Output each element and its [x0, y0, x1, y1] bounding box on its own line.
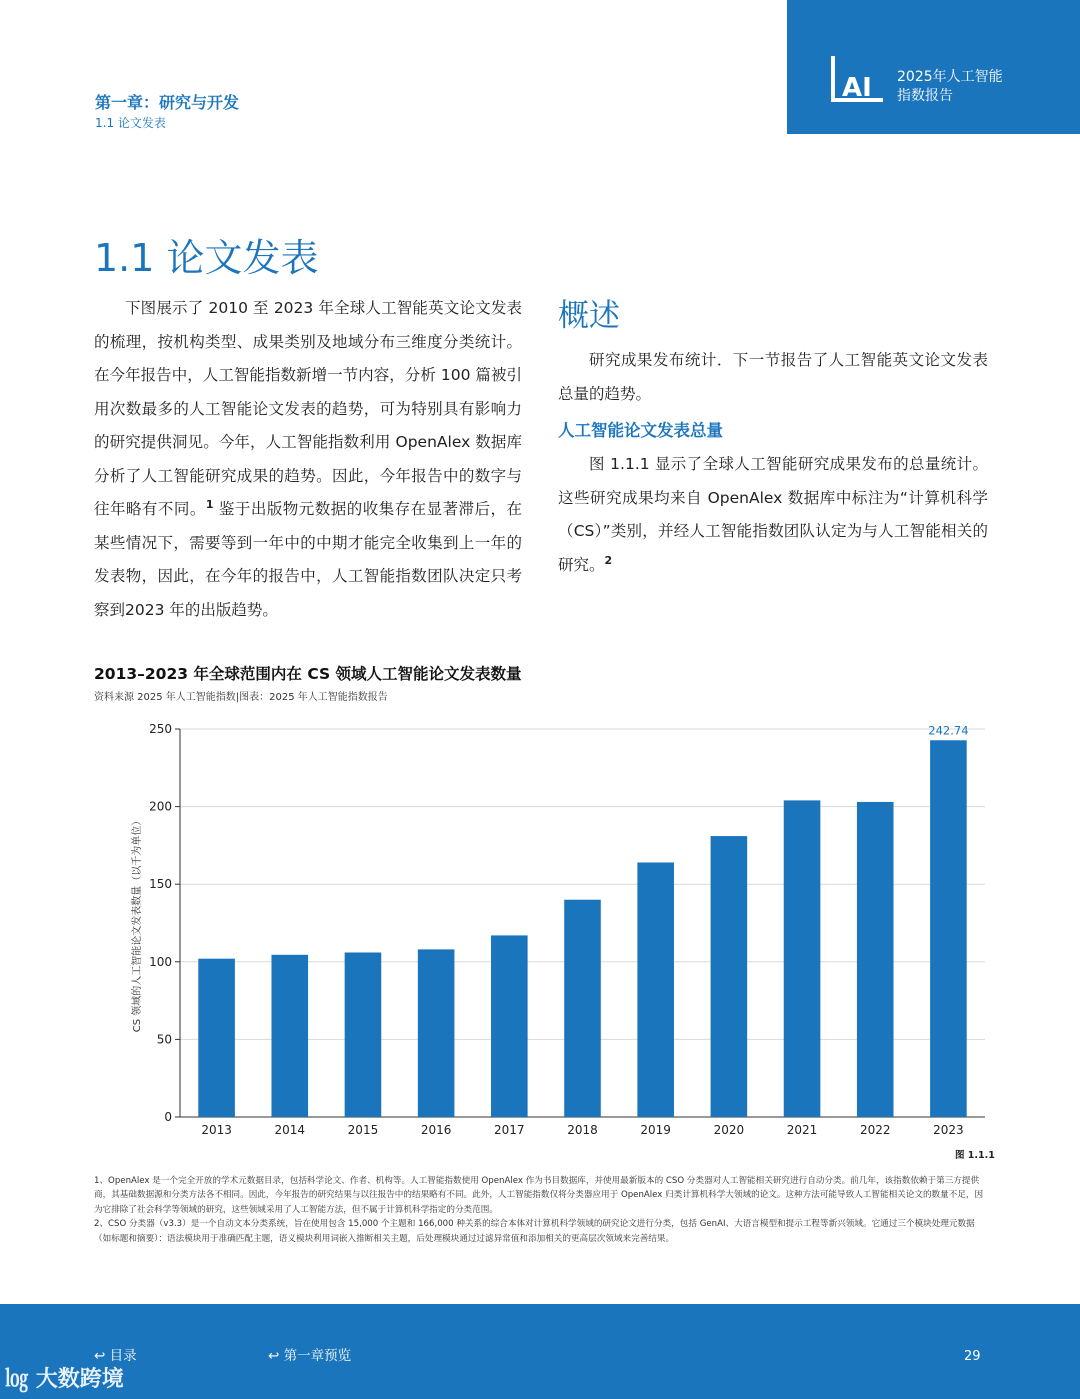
intro-text-b: 鉴于出版物元数据的收集存在显著滞后，在某些情况下，需要等到一年中的中期才能完全收集到上一年的发表物，因此，在今年的报告中，人工智能指数团队决定只考察到2023 年的出版趋势。 [94, 500, 522, 619]
bar-2023[interactable] [930, 740, 967, 1117]
footnotes [94, 1174, 986, 1246]
chapter-title: 第一章：研究与开发 [95, 93, 240, 112]
toc-link-label: 目录 [109, 1348, 137, 1364]
bar-chart [120, 712, 990, 1142]
bar-2021[interactable] [784, 800, 821, 1117]
chapter-preview-link[interactable] [268, 1344, 351, 1364]
y-tick-label: 250 [149, 722, 172, 736]
page-title: 1.1 论文发表 [94, 236, 319, 280]
chart-source: 资料来源 2025 年人工智能指数|图表：2025 年人工智能指数报告 [94, 692, 388, 703]
intro-paragraph [94, 292, 522, 627]
bar-2014[interactable] [271, 955, 308, 1117]
page-number: 29 [964, 1349, 981, 1364]
footnote-2: 2、CSO 分类器（v3.3）是一个自动文本分类系统，旨在使用包含 15,000 个主题和 166,000 种关系的综合本体对计算机科学领域的研究论文进行分类，包括 GenAI、大语言模型和提示工程等新兴领域。它通过三个模块处理元数据（如标题和摘要）：语法模块用于准确匹配主题，语义模块利用词嵌入推断相关主题，后处理模块通过过滤异常值和添加相关的更高层次领域来完善结果。 [94, 1219, 975, 1244]
x-tick-label: 2020 [713, 1123, 745, 1137]
x-tick-label: 2019 [640, 1123, 671, 1137]
section-subheading: 人工智能论文发表总量 [558, 421, 723, 440]
figure-label: 图 1.1.1 [955, 1150, 995, 1161]
return-arrow-icon: ↩ [94, 1348, 106, 1364]
subsection-paragraph [558, 448, 988, 582]
bar-2016[interactable] [418, 949, 455, 1117]
subsection-text: 图 1.1.1 显示了全球人工智能研究成果发布的总量统计。这些研究成果均来自 OpenAlex 数据库中标注为“计算机科学（CS）”类别，并经人工智能指数团队认定为与人工智能相关的研究。 [558, 455, 988, 574]
watermark-text: 大数跨境 [35, 1367, 124, 1392]
watermark-logo-icon: ㏒ [6, 1367, 29, 1392]
overview-heading: 概述 [558, 298, 620, 334]
x-tick-label: 2014 [274, 1123, 306, 1137]
footnote-1: 1、OpenAlex 是一个完全开放的学术元数据目录，包括科学论文、作者、机构等。人工智能指数使用 OpenAlex 作为书目数据库，并使用最新版本的 CSO 分类器对人工智能相关研究进行自动分类。前几年，该指数依赖于第三方提供商，其基础数据源和分类方法各不相同。因此，今年报告的研究结果与以往报告中的结果略有不同。此外，人工智能指数仅将分类器应用于 OpenAlex 归类计算机科学大领域的论文。这种方法可能导致人工智能相关论文的数量不足，因为它排除了社会科学等领域的研究，这些领域采用了人工智能方法，但不属于计算机科学指定的分类范围。 [94, 1176, 984, 1215]
logo-text: AI [842, 73, 872, 103]
bar-2013[interactable] [198, 959, 235, 1117]
y-tick-label: 150 [149, 877, 172, 892]
watermark [6, 1362, 124, 1393]
y-tick-label: 50 [156, 1032, 172, 1047]
bar-2022[interactable] [857, 802, 894, 1117]
x-tick-label: 2013 [201, 1123, 232, 1137]
ai-index-logo [830, 54, 886, 104]
bar-2017[interactable] [491, 935, 528, 1117]
chart-title: 2013–2023 年全球范围内在 CS 领域人工智能论文发表数量 [94, 665, 522, 683]
bar-2018[interactable] [564, 900, 601, 1117]
bar-2020[interactable] [711, 836, 748, 1117]
footnote-ref-1[interactable]: 1 [205, 497, 214, 511]
chapter-section: 1.1 论文发表 [95, 116, 166, 130]
overview-column [558, 294, 988, 582]
y-tick-label: 200 [149, 799, 172, 814]
footer-bar [0, 1304, 1080, 1399]
x-tick-label: 2023 [933, 1123, 964, 1137]
chapter-preview-label: 第一章预览 [283, 1348, 352, 1364]
report-name-line1: 2025年人工智能 [897, 69, 1003, 85]
intro-text-a: 下图展示了 2010 至 2023 年全球人工智能英文论文发表的梳理，按机构类型、成果类别及地域分布三维度分类统计。在今年报告中，人工智能指数新增一节内容，分析 100 篇被引用次数最多的人工智能论文发表的趋势，可为特别具有影响力的研究提供洞见。今年，人工智能指数利用 OpenAlex 数据库分析了人工智能研究成果的趋势。因此，今年报告中的数字与往年略有不同。 [94, 299, 522, 518]
x-tick-label: 2017 [494, 1123, 525, 1137]
x-tick-label: 2021 [786, 1123, 818, 1137]
return-arrow-icon: ↩ [268, 1348, 280, 1364]
y-tick-label: 100 [149, 954, 172, 969]
footnote-ref-2[interactable]: 2 [604, 553, 613, 567]
intro-column [94, 292, 522, 627]
bar-2015[interactable] [345, 952, 382, 1117]
y-axis-label: CS 领域的人工智能论文发表数量（以千为单位） [132, 815, 143, 1033]
x-tick-label: 2022 [859, 1123, 891, 1137]
x-tick-label: 2018 [567, 1123, 598, 1137]
toc-link[interactable] [94, 1344, 137, 1364]
overview-text: 研究成果发布统计．下一节报告了人工智能英文论文发表总量的趋势。 [558, 351, 988, 403]
y-tick-label: 0 [164, 1110, 172, 1124]
x-tick-label: 2015 [347, 1123, 379, 1137]
bar-2019[interactable] [637, 862, 674, 1117]
report-name-line2: 指数报告 [897, 88, 953, 104]
data-label-2023: 242.74 [928, 723, 969, 738]
x-tick-label: 2016 [420, 1123, 452, 1137]
